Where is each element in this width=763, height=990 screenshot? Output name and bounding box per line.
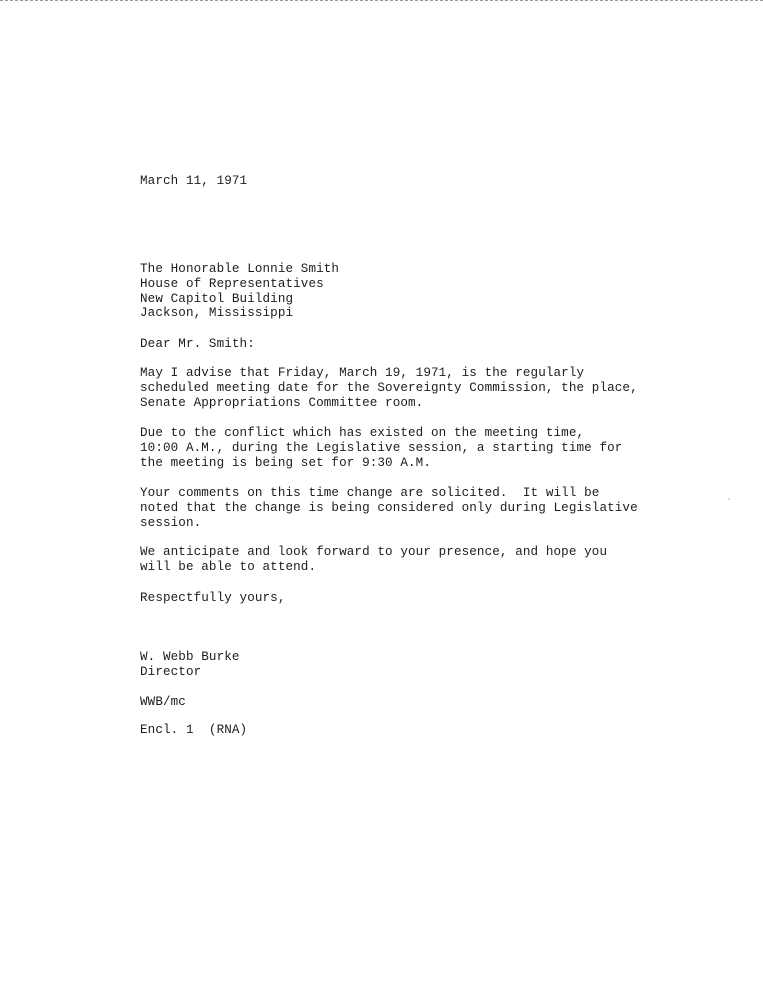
recipient-city: Jackson, Mississippi: [140, 306, 294, 321]
date-line: March 11, 1971: [140, 174, 248, 188]
signer-title: Director: [140, 664, 202, 679]
paragraph-line: noted that the change is being considered only during Legislative: [140, 500, 638, 515]
recipient-address: [140, 262, 339, 321]
paragraph-line: will be able to attend.: [140, 559, 317, 574]
letter-date: [140, 174, 247, 189]
initials-text: WWB/mc: [140, 695, 186, 709]
paragraph-line: May I advise that Friday, March 19, 1971, is the regularly: [140, 366, 585, 380]
paragraph-line: Your comments on this time change are solicited. It will be: [140, 486, 600, 500]
paragraph-line: Senate Appropriations Committee room.: [140, 395, 424, 410]
scan-speck: [728, 498, 730, 500]
paragraph-attendance: [140, 545, 607, 575]
paragraph-meeting-date: [140, 366, 638, 410]
signer-name: W. Webb Burke: [140, 650, 240, 664]
enclosure-notation: [140, 723, 247, 738]
paragraph-line: scheduled meeting date for the Sovereignty Commission, the place,: [140, 380, 638, 395]
paragraph-comments: [140, 486, 638, 530]
paragraph-line: session.: [140, 515, 202, 530]
recipient-organization: House of Representatives: [140, 276, 324, 291]
paragraph-line: the meeting is being set for 9:30 A.M.: [140, 455, 431, 470]
paragraph-meeting-time: [140, 426, 622, 470]
salutation-text: Dear Mr. Smith:: [140, 337, 255, 351]
paragraph-line: We anticipate and look forward to your presence, and hope you: [140, 545, 608, 559]
complimentary-closing: [140, 591, 286, 606]
paragraph-line: Due to the conflict which has existed on the meeting time,: [140, 426, 585, 440]
closing-text: Respectfully yours,: [140, 591, 286, 605]
paragraph-line: 10:00 A.M., during the Legislative session, a starting time for: [140, 440, 623, 455]
recipient-name: The Honorable Lonnie Smith: [140, 262, 340, 276]
salutation: [140, 337, 255, 352]
enclosure-text: Encl. 1 (RNA): [140, 723, 248, 737]
recipient-building: New Capitol Building: [140, 291, 294, 306]
signature-block: [140, 650, 240, 680]
reference-initials: [140, 695, 186, 710]
